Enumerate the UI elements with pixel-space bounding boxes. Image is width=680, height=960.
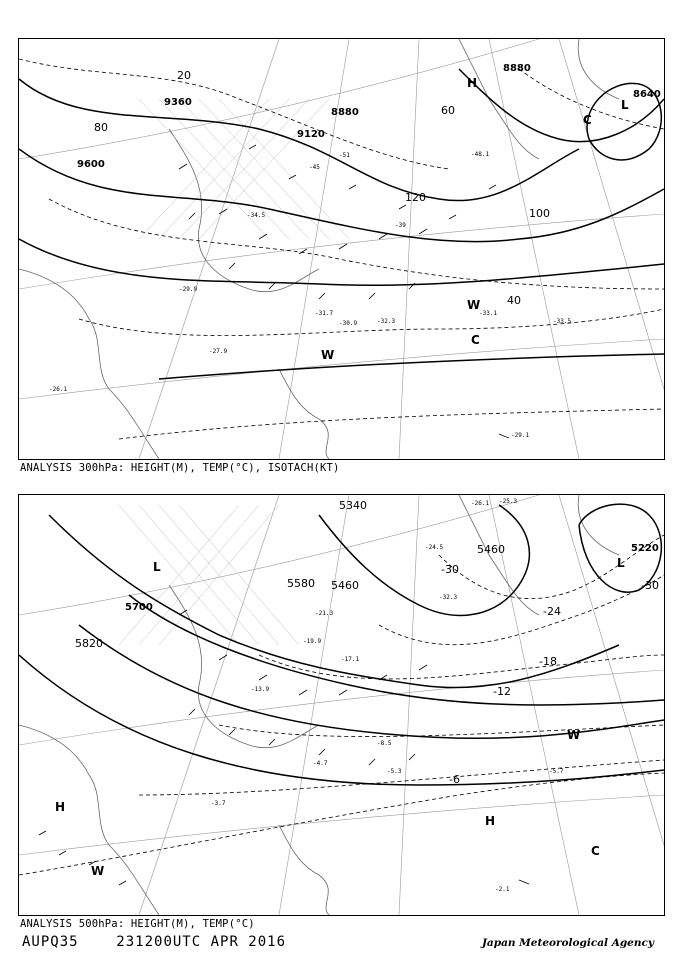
warm-center-symbol-2: W <box>91 864 105 878</box>
map-500hpa-svg <box>19 495 664 915</box>
height-label-5820: 5820 <box>75 637 103 650</box>
station-temp: -51 <box>339 152 350 159</box>
height-label-5340: 5340 <box>339 499 367 512</box>
station-temp: -17.1 <box>341 656 360 663</box>
station-temp: -24.5 <box>425 544 444 551</box>
isotach-label-120: 120 <box>405 191 426 204</box>
height-label-9120: 9120 <box>297 129 325 140</box>
coastline <box>19 39 619 459</box>
isotach-label-60: 60 <box>441 104 455 117</box>
station-temp: -5.7 <box>549 768 564 775</box>
height-contours <box>19 504 664 785</box>
high-center-symbol-2: H <box>485 814 496 828</box>
cold-center-symbol: C <box>583 113 592 127</box>
low-center-symbol-2: L <box>153 560 161 574</box>
station-temp: -21.3 <box>315 610 334 617</box>
station-temp: -4.7 <box>313 760 328 767</box>
cold-center-symbol-2: C <box>471 333 480 347</box>
isotherm-label-minus24: -24 <box>543 605 561 618</box>
high-center-symbol: H <box>467 76 478 90</box>
station-temp: -33.1 <box>479 310 498 317</box>
map-300hpa-svg <box>19 39 664 459</box>
station-temp: -25.3 <box>499 498 518 505</box>
station-temp: -19.9 <box>303 638 322 645</box>
station-temp: -3.7 <box>211 800 226 807</box>
caption-500hpa: ANALYSIS 500hPa: HEIGHT(M), TEMP(°C) <box>20 918 255 930</box>
station-temp: -45 <box>309 164 320 171</box>
height-label-8880-a: 8880 <box>331 107 359 118</box>
isotherm-label-minus12: -12 <box>493 685 511 698</box>
isotherm-label-minus6: -6 <box>449 773 460 786</box>
height-label-8880-b: 8880 <box>503 63 531 74</box>
isotach-label-80: 80 <box>94 121 108 134</box>
isotach-label-40: 40 <box>507 294 521 307</box>
station-temp: -29.1 <box>511 432 530 439</box>
hatch-region <box>119 505 299 645</box>
station-temp: -31.7 <box>315 310 334 317</box>
height-label-5220: 5220 <box>631 543 659 554</box>
agency-name: Japan Meteorological Agency <box>481 937 654 949</box>
chart-id-and-time <box>22 934 286 950</box>
station-temp: -13.9 <box>251 686 270 693</box>
warm-center-symbol-2: W <box>321 348 335 362</box>
analysis-500hpa-map <box>18 494 665 916</box>
height-label-9600: 9600 <box>77 159 105 170</box>
station-temp: -39 <box>395 222 406 229</box>
high-center-symbol: H <box>55 800 66 814</box>
height-label-8640: 8640 <box>633 89 661 100</box>
wind-barbs <box>179 145 509 438</box>
isotach-label-100: 100 <box>529 207 550 220</box>
chart-code: AUPQ35 <box>22 934 79 950</box>
caption-300hpa: ANALYSIS 300hPa: HEIGHT(M), TEMP(°C), ISOTACH(KT) <box>20 462 340 474</box>
station-temp: -27.9 <box>209 348 228 355</box>
isotach-label-20: 20 <box>177 69 191 82</box>
station-temp: -5.3 <box>387 768 402 775</box>
warm-center-symbol: W <box>567 728 581 742</box>
station-temp: -26.1 <box>471 500 490 507</box>
low-center-symbol: L <box>621 98 629 112</box>
station-temp: -34.5 <box>247 212 266 219</box>
station-temp: -32.3 <box>377 318 396 325</box>
low-center-symbol: L <box>617 556 625 570</box>
height-label-5700: 5700 <box>125 602 153 613</box>
station-temp: -32.3 <box>439 594 458 601</box>
station-temp: -29.9 <box>179 286 198 293</box>
isotherm-label-minus30-b: -30 <box>641 579 659 592</box>
height-label-5460-b: 5460 <box>331 579 359 592</box>
cold-center-symbol: C <box>591 844 600 858</box>
station-temp: -26.1 <box>49 386 68 393</box>
station-temp: -33.5 <box>553 318 572 325</box>
station-temp: -2.1 <box>495 886 510 893</box>
station-temp: -48.1 <box>471 151 490 158</box>
height-label-5460-a: 5460 <box>477 543 505 556</box>
warm-center-symbol: W <box>467 298 481 312</box>
station-temp: -8.5 <box>377 740 392 747</box>
analysis-300hpa-map <box>18 38 665 460</box>
station-temp: -30.9 <box>339 320 358 327</box>
height-label-5580: 5580 <box>287 577 315 590</box>
isotherm-label-minus30-a: -30 <box>441 563 459 576</box>
isotherm-label-minus18: -18 <box>539 655 557 668</box>
height-label-9360: 9360 <box>164 97 192 108</box>
valid-time: 231200UTC APR 2016 <box>116 934 287 950</box>
